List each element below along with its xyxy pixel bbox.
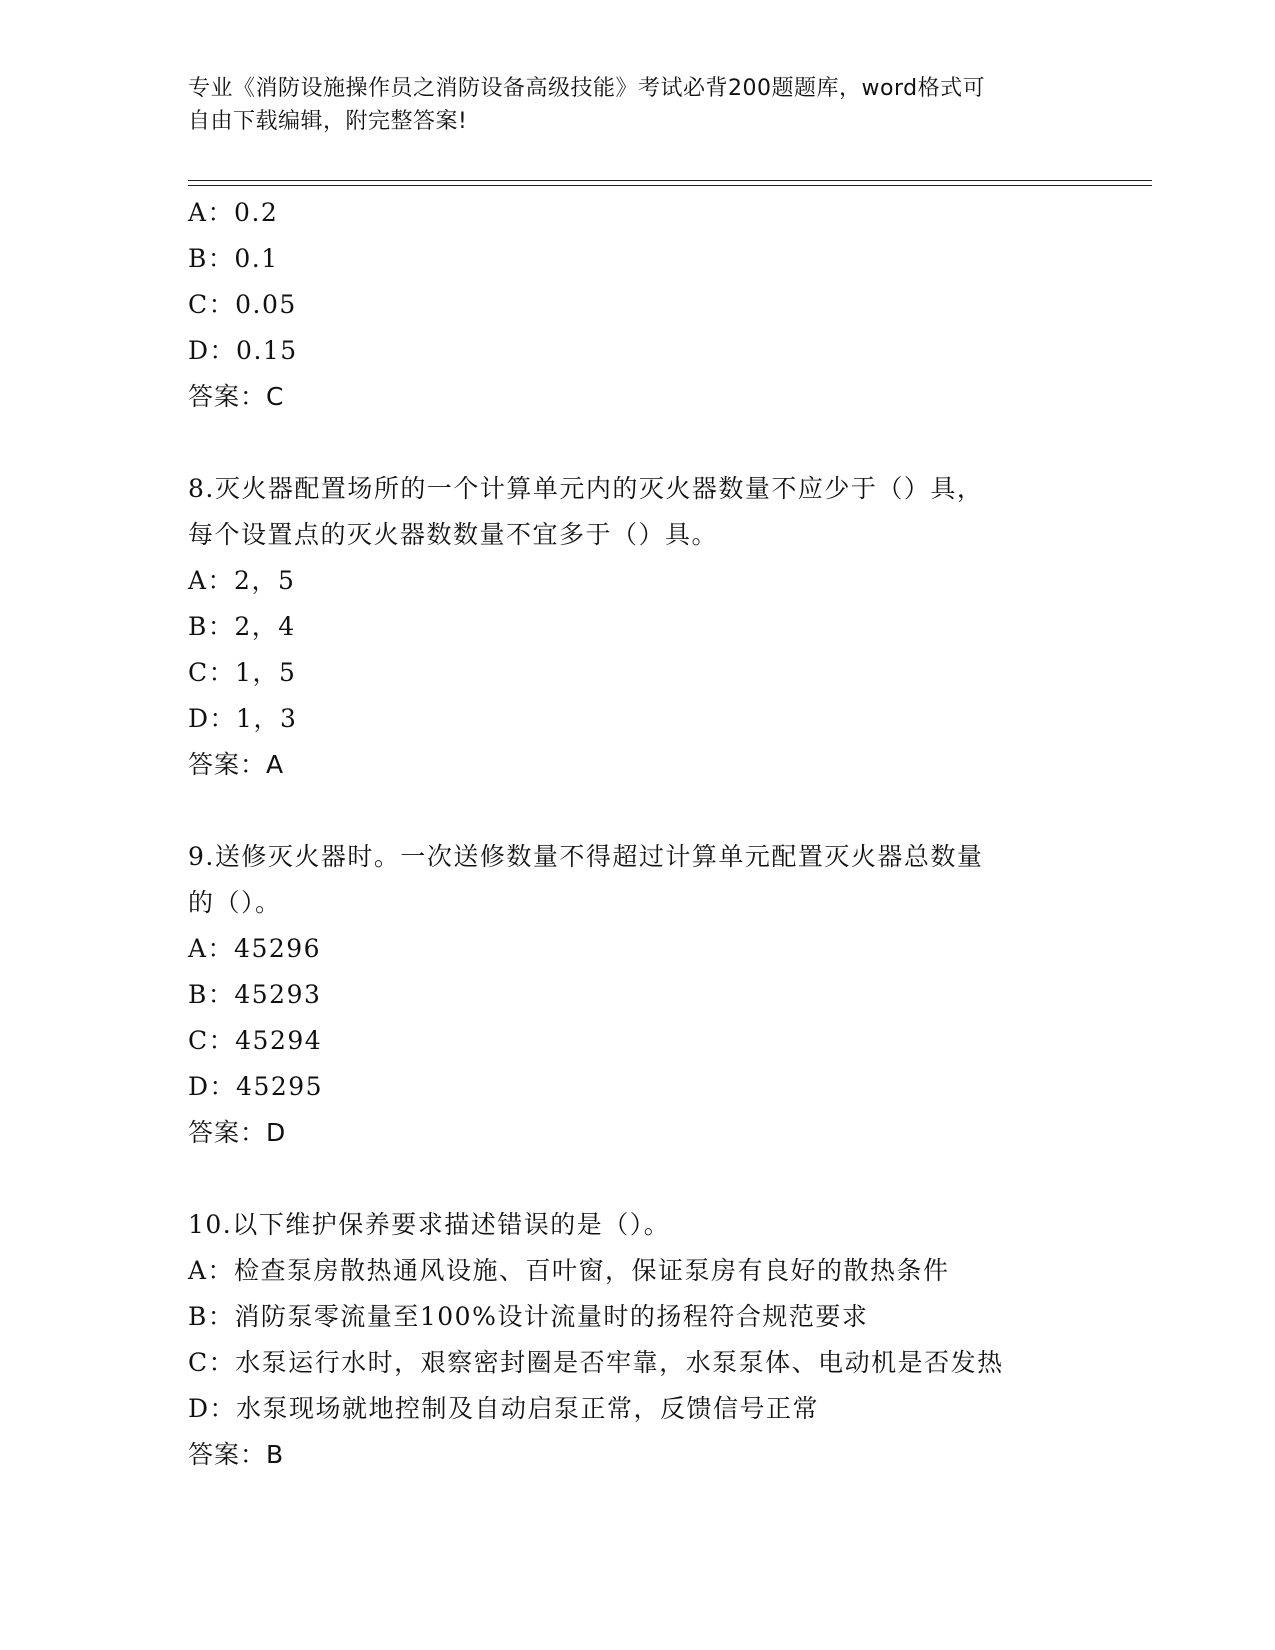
option-b: B：0.1 — [188, 244, 279, 273]
option-c: C：45294 — [188, 1026, 323, 1055]
option-b: B：2，4 — [188, 612, 296, 641]
option-d: D：0.15 — [188, 336, 298, 365]
option-d: D：45295 — [188, 1072, 324, 1101]
option-d: D：水泵现场就地控制及自动启泵正常，反馈信号正常 — [188, 1394, 820, 1423]
question-list — [188, 190, 1148, 1478]
option-c: C：0.05 — [188, 290, 297, 319]
header-line-2: 自由下载编辑，附完整答案! — [188, 109, 468, 134]
question-stem-line-1: 9.送修灭火器时。一次送修数量不得超过计算单元配置灭火器总数量 — [188, 842, 984, 871]
option-b: B：45293 — [188, 980, 322, 1009]
option-c: C：1，5 — [188, 658, 297, 687]
question-stem-line-2: 的（）。 — [188, 888, 282, 917]
question-10 — [188, 1202, 1148, 1478]
question-stem-line-1: 8.灭火器配置场所的一个计算单元内的灭火器数量不应少于（）具， — [188, 474, 984, 503]
question-9 — [188, 834, 1148, 1156]
header-divider-top — [188, 180, 1152, 181]
document-header — [188, 72, 1088, 138]
option-a: A：2，5 — [188, 566, 296, 595]
option-a: A：检查泵房散热通风设施、百叶窗，保证泵房有良好的散热条件 — [188, 1256, 950, 1285]
option-a: A：45296 — [188, 934, 322, 963]
option-b: B：消防泵零流量至100%设计流量时的扬程符合规范要求 — [188, 1302, 869, 1331]
question-stem-line-1: 10.以下维护保养要求描述错误的是（）。 — [188, 1210, 671, 1239]
question-stem-line-2: 每个设置点的灭火器数数量不宜多于（）具。 — [188, 520, 719, 549]
answer-text: 答案：A — [188, 750, 285, 779]
answer-text: 答案：B — [188, 1440, 285, 1469]
option-a: A：0.2 — [188, 198, 279, 227]
question-7 — [188, 190, 1148, 420]
header-divider-bottom — [188, 185, 1152, 186]
option-c: C：水泵运行水时，艰察密封圈是否牢靠，水泵泵体、电动机是否发热 — [188, 1348, 1004, 1377]
option-d: D：1，3 — [188, 704, 298, 733]
answer-text: 答案：D — [188, 1118, 287, 1147]
answer-text: 答案：C — [188, 382, 285, 411]
header-line-1: 专业《消防设施操作员之消防设备高级技能》考试必背200题题库，word格式可 — [188, 76, 986, 101]
question-8 — [188, 466, 1148, 788]
